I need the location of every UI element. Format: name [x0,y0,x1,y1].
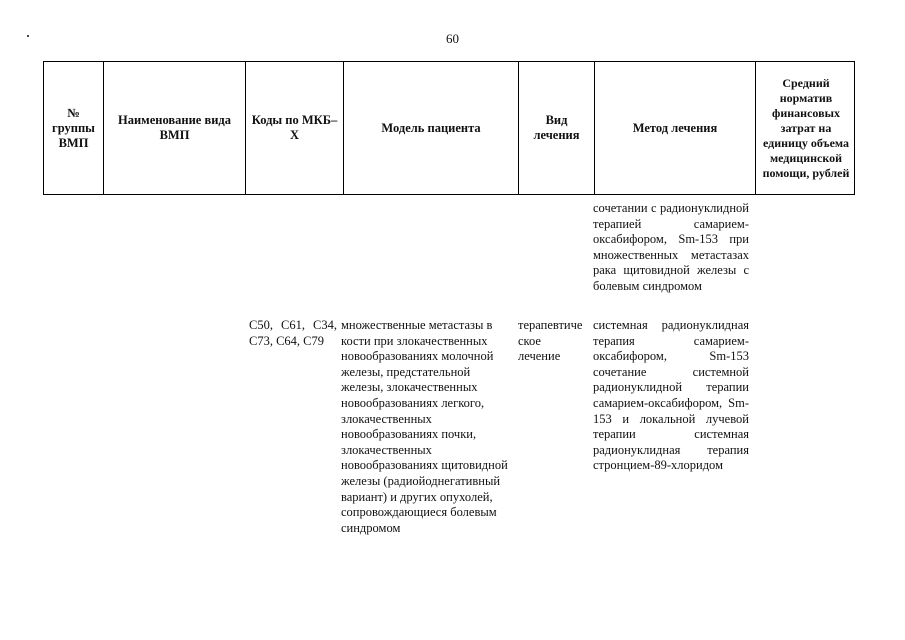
header-group-number: № группы ВМП [44,62,104,194]
header-treatment-type: Вид лечения [519,62,595,194]
row-2-patient-model: множественные метастазы в кости при злокачественных новообразованиях молочной железы, предстательной железы, злокачественных новообразованиях легкого, злокачественных новообразованиях почки, злокачественных новообразованиях щитовидной железы (радиойоднегативный вариант) и других опухолей, сопровождающиеся болевым синдромом [341,318,508,535]
row-2-treatment-type: терапевтиче ское лечение [518,318,583,364]
page-number: 60 [446,31,459,46]
row-2-method: системная радионуклидная терапия самарием-оксабифором, Sm-153 сочетание системной радионуклидной терапии самарием-оксабифором, Sm-153 и локальной лучевой терапии системная радионуклидная терапия стронцием-89-хлоридом [593,318,749,473]
header-vmp-name: Наименование вида ВМП [104,62,246,194]
header-patient-model: Модель пациента [344,62,519,194]
row-2-icd-codes: C50, C61, C34, C73, C64, C79 [249,318,337,348]
header-average-cost: Средний норматив финансовых затрат на единицу объема медицинской помощи, рублей [762,75,850,180]
scan-speck [27,35,29,37]
table-header [43,61,855,195]
row-1-method: сочетании с радионуклидной терапией самарием- оксабифором, Sm-153 при множественных метастазах рака щитовидной железы с болевым синдромом [593,201,749,293]
header-treatment-method: Метод лечения [595,62,756,194]
header-icd-codes: Коды по МКБ–Х [246,62,344,194]
